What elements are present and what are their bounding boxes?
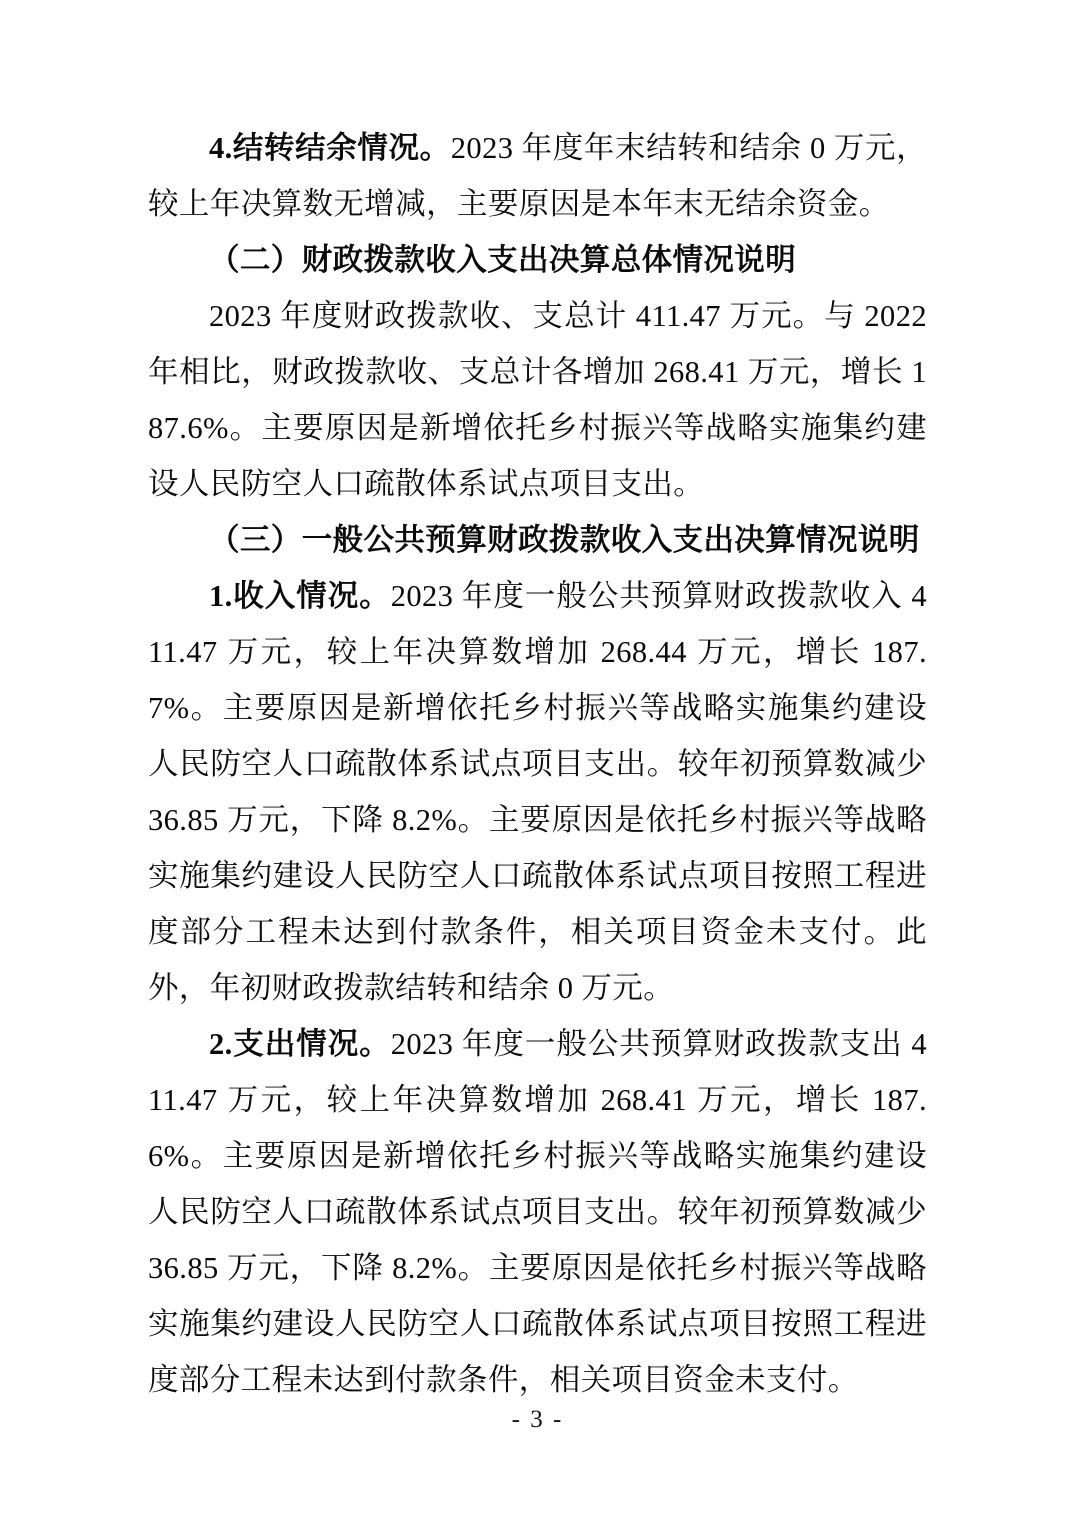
heading-section-two: （二）财政拨款收入支出决算总体情况说明: [209, 243, 797, 277]
paragraph-lead-label: 4.结转结余情况。: [209, 131, 451, 165]
paragraph-body: 2023 年度年末结转和结余 0 万元，较上年决算数无增减，主要原因是本年末无结余资金。: [148, 131, 928, 221]
paragraph-carryover-balance: [148, 120, 927, 232]
paragraph-income-situation: [148, 568, 927, 1016]
paragraph-body: 2023 年度一般公共预算财政拨款支出 411.47 万元，较上年决算数增加 268.41 万元，增长 187.6%。主要原因是新增依托乡村振兴等战略实施集约建设人民防空人口疏散体系试点项目支出。较年初预算数减少 36.85 万元，下降 8.2%。主要原因是依托乡村振兴等战略实施集约建设人民防空人口疏散体系试点项目按照工程进度部分工程未达到付款条件，相关项目资金未支付。: [148, 1027, 927, 1397]
paragraph-fiscal-appropriation-total: [148, 288, 927, 512]
page-number: - 3 -: [511, 1406, 564, 1433]
paragraph-body: 2023 年度财政拨款收、支总计 411.47 万元。与 2022 年相比，财政拨款收、支总计各增加 268.41 万元，增长 187.6%。主要原因是新增依托乡村振兴等战略实施集约建设人民防空人口疏散体系试点项目支出。: [148, 299, 927, 501]
heading-section-three: （三）一般公共预算财政拨款收入支出决算情况说明: [209, 523, 920, 557]
paragraph-lead-label: 1.收入情况。: [209, 579, 391, 613]
paragraph-lead-label: 2.支出情况。: [209, 1027, 391, 1061]
paragraph-expenditure-situation: [148, 1016, 927, 1408]
paragraph-body: 2023 年度一般公共预算财政拨款收入 411.47 万元，较上年决算数增加 268.44 万元，增长 187.7%。主要原因是新增依托乡村振兴等战略实施集约建设人民防空人口疏散体系试点项目支出。较年初预算数减少 36.85 万元，下降 8.2%。主要原因是依托乡村振兴等战略实施集约建设人民防空人口疏散体系试点项目按照工程进度部分工程未达到付款条件，相关项目资金未支付。此外，年初财政拨款结转和结余 0 万元。: [148, 579, 927, 1005]
